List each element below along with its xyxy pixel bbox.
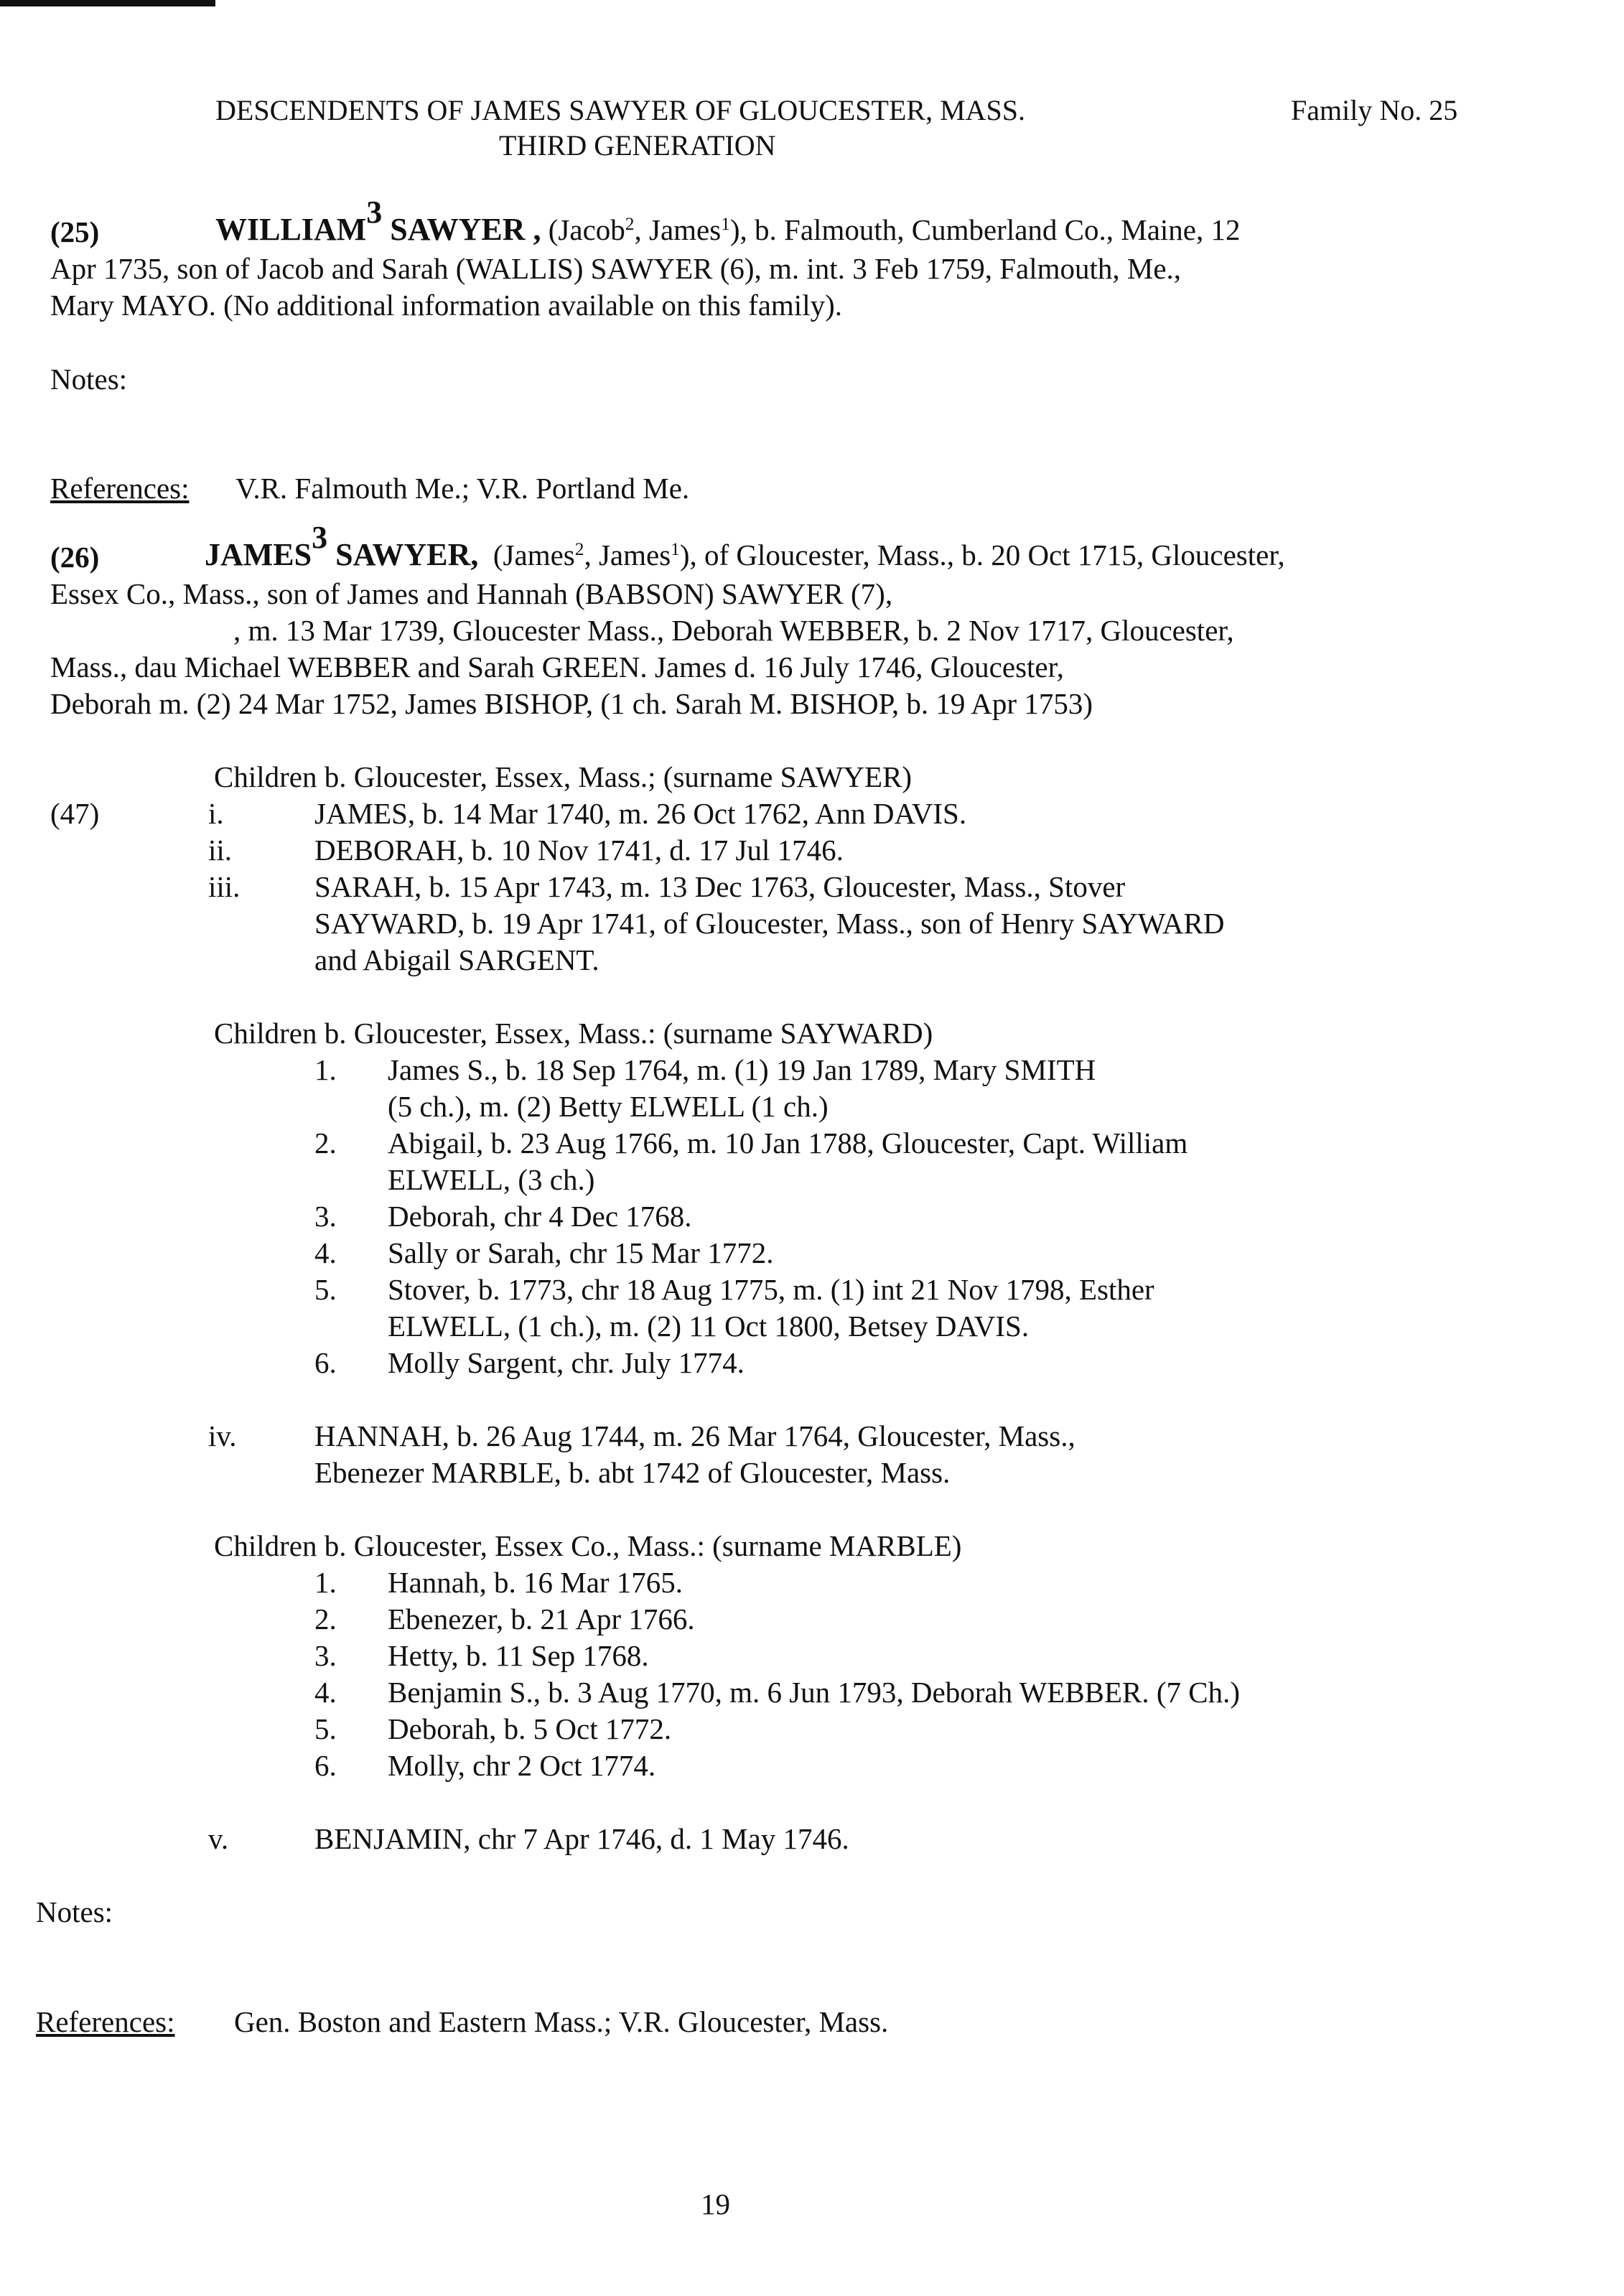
grandchild-number: 4. [314, 1236, 337, 1269]
entry-26-grandparent: , James [584, 538, 671, 571]
generation-subtitle: THIRD GENERATION [499, 129, 776, 162]
grandchild-number: 1. [314, 1566, 337, 1599]
entry-25-sup: 1 [721, 214, 730, 235]
grandchild-text-line: James S., b. 18 Sep 1764, m. (1) 19 Jan 1789, Mary SMITH [388, 1053, 1096, 1086]
entry-26-line-2: Essex Co., Mass., son of James and Hannah (BABSON) SAWYER (7), [50, 577, 893, 610]
child-numeral: i. [208, 797, 224, 830]
grandchild-text-line: Molly Sargent, chr. July 1774. [388, 1346, 745, 1379]
child-numeral: iv. [208, 1419, 237, 1452]
grandchild-number: 5. [314, 1273, 337, 1306]
child-text-line: HANNAH, b. 26 Aug 1744, m. 26 Mar 1764, Gloucester, Mass., [314, 1419, 1075, 1452]
grandchild-text-line: Hetty, b. 11 Sep 1768. [388, 1639, 649, 1672]
entry-26-line-3: , m. 13 Mar 1739, Gloucester Mass., Deborah WEBBER, b. 2 Nov 1717, Gloucester, [233, 614, 1234, 647]
entry-26-references: Gen. Boston and Eastern Mass.; V.R. Gloucester, Mass. [234, 2005, 889, 2038]
child-numeral: v. [208, 1822, 229, 1855]
entry-25-parent: (Jacob [541, 213, 625, 246]
entry-25-grandparent: , James [634, 213, 722, 246]
grandchild-text-line: Sally or Sarah, chr 15 Mar 1772. [388, 1236, 774, 1269]
entry-25-number: (25) [50, 215, 100, 248]
entry-26-references-label: References: [36, 2005, 175, 2038]
grandchild-number: 2. [314, 1126, 337, 1159]
grandchild-text-line: Stover, b. 1773, chr 18 Aug 1775, m. (1) int 21 Nov 1798, Esther [388, 1273, 1154, 1306]
grandchild-text-line: Ebenezer, b. 21 Apr 1766. [388, 1602, 695, 1635]
page-header-title: DESCENDENTS OF JAMES SAWYER OF GLOUCESTER, MASS. [215, 94, 1026, 126]
entry-26-generation: 3 [312, 519, 328, 555]
grandchild-text-line: ELWELL, (3 ch.) [388, 1163, 595, 1196]
entry-26-name-last: SAWYER, [327, 537, 479, 572]
child-text-line: BENJAMIN, chr 7 Apr 1746, d. 1 May 1746. [314, 1822, 849, 1855]
entry-26-parent: (James [493, 538, 575, 571]
entry-25-line-3: Mary MAYO. (No additional information available on this family). [50, 289, 842, 322]
grandchild-number: 4. [314, 1676, 337, 1709]
entry-26-notes-label: Notes: [36, 1895, 113, 1928]
grandchild-text-line: ELWELL, (1 ch.), m. (2) 11 Oct 1800, Betsey DAVIS. [388, 1310, 1030, 1343]
child-cross-reference: (47) [50, 797, 100, 830]
grandchild-text-line: Molly, chr 2 Oct 1774. [388, 1749, 656, 1782]
sayward-children-heading: Children b. Gloucester, Essex, Mass.: (surname SAYWARD) [214, 1017, 933, 1050]
entry-25-name-first: WILLIAM [215, 212, 367, 247]
entry-25-references: V.R. Falmouth Me.; V.R. Portland Me. [235, 472, 690, 505]
grandchild-number: 5. [314, 1712, 337, 1745]
grandchild-text-line: Benjamin S., b. 3 Aug 1770, m. 6 Jun 1793, Deborah WEBBER. (7 Ch.) [388, 1676, 1241, 1709]
child-text-line: DEBORAH, b. 10 Nov 1741, d. 17 Jul 1746. [314, 834, 844, 867]
scan-edge-mark [0, 0, 215, 6]
grandchild-number: 6. [314, 1346, 337, 1379]
grandchild-text-line: Hannah, b. 16 Mar 1765. [388, 1566, 683, 1599]
entry-25-name-last: SAWYER , [382, 212, 541, 247]
marble-children-heading: Children b. Gloucester, Essex Co., Mass.: (surname MARBLE) [214, 1529, 962, 1562]
child-text-line: Ebenezer MARBLE, b. abt 1742 of Gloucester, Mass. [314, 1456, 951, 1489]
entry-26-line-5: Deborah m. (2) 24 Mar 1752, James BISHOP, (1 ch. Sarah M. BISHOP, b. 19 Apr 1753) [50, 687, 1093, 720]
entry-26-sup: 2 [574, 539, 584, 560]
entry-25-heading-line [215, 194, 1241, 248]
entry-25-birth: ), b. Falmouth, Cumberland Co., Maine, 12 [729, 213, 1241, 246]
entry-26-line-4: Mass., dau Michael WEBBER and Sarah GREEN. James d. 16 July 1746, Gloucester, [50, 650, 1064, 683]
child-text-line: JAMES, b. 14 Mar 1740, m. 26 Oct 1762, Ann DAVIS. [314, 797, 967, 830]
grandchild-number: 2. [314, 1602, 337, 1635]
entry-25-line-2: Apr 1735, son of Jacob and Sarah (WALLIS) SAWYER (6), m. int. 3 Feb 1759, Falmouth, Me., [50, 252, 1182, 285]
entry-26-heading-line [205, 519, 1285, 574]
grandchild-number: 3. [314, 1200, 337, 1233]
entry-25-generation: 3 [366, 194, 383, 230]
grandchild-text-line: Deborah, chr 4 Dec 1768. [388, 1200, 692, 1233]
child-numeral: iii. [208, 870, 241, 903]
child-text-line: SAYWARD, b. 19 Apr 1741, of Gloucester, Mass., son of Henry SAYWARD [314, 907, 1225, 940]
family-number: Family No. 25 [1291, 94, 1458, 126]
sawyer-children-heading: Children b. Gloucester, Essex, Mass.; (surname SAWYER) [214, 760, 913, 793]
entry-25-sup: 2 [625, 214, 635, 235]
child-text-line: and Abigail SARGENT. [314, 943, 599, 976]
entry-26-number: (26) [50, 541, 100, 574]
grandchild-number: 1. [314, 1053, 337, 1086]
grandchild-number: 6. [314, 1749, 337, 1782]
grandchild-text-line: Deborah, b. 5 Oct 1772. [388, 1712, 672, 1745]
entry-25-references-label: References: [50, 472, 190, 505]
page-number: 19 [701, 2188, 730, 2221]
child-text-line: SARAH, b. 15 Apr 1743, m. 13 Dec 1763, Gloucester, Mass., Stover [314, 870, 1126, 903]
entry-26-sup: 1 [671, 539, 680, 560]
entry-26-name-first: JAMES [205, 537, 312, 572]
grandchild-text-line: (5 ch.), m. (2) Betty ELWELL (1 ch.) [388, 1090, 829, 1123]
grandchild-text-line: Abigail, b. 23 Aug 1766, m. 10 Jan 1788, Gloucester, Capt. William [388, 1126, 1188, 1159]
entry-26-birth: ), of Gloucester, Mass., b. 20 Oct 1715, Gloucester, [679, 538, 1285, 571]
entry-25-notes-label: Notes: [50, 363, 128, 396]
child-numeral: ii. [208, 834, 233, 867]
grandchild-number: 3. [314, 1639, 337, 1672]
